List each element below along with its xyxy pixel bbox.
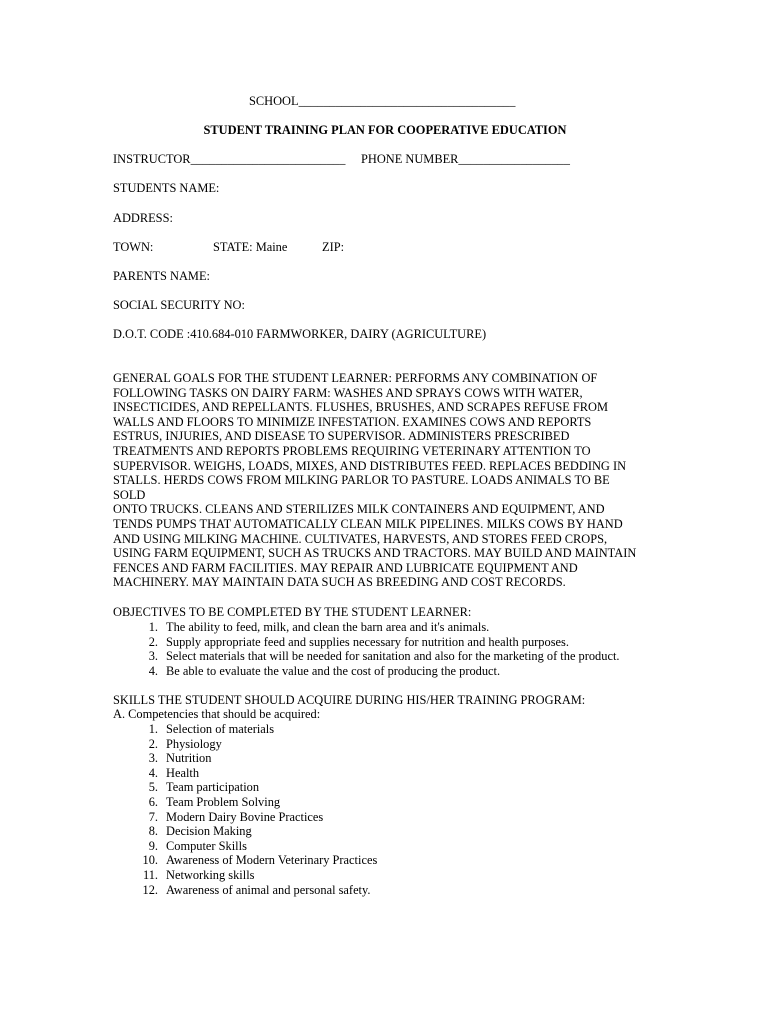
general-goals-line: SUPERVISOR. WEIGHS, LOADS, MIXES, AND DISTRIBUTES FEED. REPLACES BEDDING IN bbox=[113, 458, 627, 473]
general-goals-line: MACHINERY. MAY MAINTAIN DATA SUCH AS BREEDING AND COST RECORDS. bbox=[113, 575, 566, 590]
list-text: Networking skills bbox=[166, 867, 255, 882]
skills-heading: SKILLS THE STUDENT SHOULD ACQUIRE DURING HIS/HER TRAINING PROGRAM: bbox=[113, 693, 586, 707]
list-item bbox=[113, 810, 377, 825]
list-item bbox=[113, 795, 377, 810]
list-text: Selection of materials bbox=[166, 722, 275, 736]
list-number: 11. bbox=[142, 867, 158, 882]
list-text: Awareness of animal and personal safety. bbox=[166, 882, 371, 897]
instructor-field: INSTRUCTOR_________________________ bbox=[113, 152, 346, 166]
general-goals-line: GENERAL GOALS FOR THE STUDENT LEARNER: PERFORMS ANY COMBINATION OF bbox=[113, 371, 598, 385]
list-item bbox=[113, 883, 377, 898]
list-item bbox=[113, 824, 377, 839]
list-item bbox=[113, 635, 620, 650]
list-item bbox=[113, 751, 377, 766]
dot-code-line: D.O.T. CODE :410.684-010 FARMWORKER, DAIRY (AGRICULTURE) bbox=[113, 327, 487, 341]
list-item bbox=[113, 868, 377, 883]
zip-field: ZIP: bbox=[322, 240, 345, 254]
list-item bbox=[113, 780, 377, 795]
list-text: Physiology bbox=[166, 736, 222, 751]
list-item bbox=[113, 664, 620, 679]
general-goals-line: INSECTICIDES, AND REPELLANTS. FLUSHES, BRUSHES, AND SCRAPES REFUSE FROM bbox=[113, 400, 609, 415]
list-text: Team Problem Solving bbox=[166, 794, 281, 809]
list-number: 12. bbox=[142, 882, 158, 897]
town-field: TOWN: bbox=[113, 240, 154, 254]
list-number: 9. bbox=[148, 838, 158, 853]
list-number: 4. bbox=[148, 765, 158, 780]
list-number: 2. bbox=[148, 736, 158, 751]
general-goals-line: TENDS PUMPS THAT AUTOMATICALLY CLEAN MILK PIPELINES. MILKS COWS BY HAND bbox=[113, 516, 623, 531]
list-text: Modern Dairy Bovine Practices bbox=[166, 809, 324, 824]
list-item bbox=[113, 853, 377, 868]
parents-name-field: PARENTS NAME: bbox=[113, 269, 210, 283]
list-text: Select materials that will be needed for sanitation and also for the marketing of the product. bbox=[166, 649, 620, 664]
list-number: 5. bbox=[148, 780, 158, 795]
list-text: Team participation bbox=[166, 780, 260, 795]
state-field: STATE: Maine bbox=[213, 240, 288, 254]
list-number: 3. bbox=[148, 649, 158, 664]
document-title: STUDENT TRAINING PLAN FOR COOPERATIVE EDUCATION bbox=[203, 123, 567, 137]
list-item bbox=[113, 620, 620, 635]
list-text: Nutrition bbox=[166, 751, 212, 766]
list-text: Be able to evaluate the value and the cost of producing the product. bbox=[166, 663, 501, 678]
list-text: Health bbox=[166, 765, 200, 780]
list-number: 7. bbox=[148, 809, 158, 824]
list-number: 4. bbox=[148, 663, 158, 678]
list-number: 10. bbox=[142, 853, 158, 868]
general-goals-line: ESTRUS, INJURIES, AND DISEASE TO SUPERVISOR. ADMINISTERS PRESCRIBED bbox=[113, 429, 570, 444]
social-security-field: SOCIAL SECURITY NO: bbox=[113, 298, 245, 312]
list-number: 1. bbox=[148, 620, 158, 634]
general-goals-line: STALLS. HERDS COWS FROM MILKING PARLOR TO PASTURE. LOADS ANIMALS TO BE bbox=[113, 473, 610, 488]
list-number: 8. bbox=[148, 824, 158, 839]
phone-number-field: PHONE NUMBER__________________ bbox=[361, 152, 570, 166]
general-goals-line: FENCES AND FARM FACILITIES. MAY REPAIR AND LUBRICATE EQUIPMENT AND bbox=[113, 560, 578, 575]
list-item bbox=[113, 737, 377, 752]
general-goals-line: WALLS AND FLOORS TO MINIMIZE INFESTATION. EXAMINES COWS AND REPORTS bbox=[113, 414, 592, 429]
objectives-heading: OBJECTIVES TO BE COMPLETED BY THE STUDENT LEARNER: bbox=[113, 605, 472, 619]
list-item bbox=[113, 839, 377, 854]
list-text: The ability to feed, milk, and clean the barn area and it's animals. bbox=[166, 620, 490, 634]
general-goals-paragraph bbox=[113, 371, 673, 590]
address-field: ADDRESS: bbox=[113, 211, 173, 225]
general-goals-line: SOLD bbox=[113, 487, 146, 502]
general-goals-line: USING FARM EQUIPMENT, SUCH AS TRUCKS AND TRACTORS. MAY BUILD AND MAINTAIN bbox=[113, 546, 637, 561]
list-number: 2. bbox=[148, 634, 158, 649]
competencies-list bbox=[113, 722, 377, 897]
general-goals-line: TREATMENTS AND REPORTS PROBLEMS REQUIRING VETERINARY ATTENTION TO bbox=[113, 443, 591, 458]
skills-subheading: A. Competencies that should be acquired: bbox=[113, 707, 321, 721]
general-goals-line: ONTO TRUCKS. CLEANS AND STERILIZES MILK CONTAINERS AND EQUIPMENT, AND bbox=[113, 502, 605, 517]
list-text: Computer Skills bbox=[166, 838, 247, 853]
list-item bbox=[113, 649, 620, 664]
objectives-list bbox=[113, 620, 620, 678]
list-number: 6. bbox=[148, 794, 158, 809]
school-field: SCHOOL___________________________________ bbox=[249, 94, 516, 108]
list-text: Supply appropriate feed and supplies necessary for nutrition and health purposes. bbox=[166, 634, 569, 649]
list-text: Decision Making bbox=[166, 824, 252, 839]
general-goals-line: AND USING MILKING MACHINE. CULTIVATES, HARVESTS, AND STORES FEED CROPS, bbox=[113, 531, 608, 546]
list-number: 1. bbox=[148, 722, 158, 736]
list-item bbox=[113, 722, 377, 737]
list-item bbox=[113, 766, 377, 781]
list-text: Awareness of Modern Veterinary Practices bbox=[166, 853, 378, 868]
list-number: 3. bbox=[148, 751, 158, 766]
students-name-field: STUDENTS NAME: bbox=[113, 181, 220, 195]
general-goals-line: FOLLOWING TASKS ON DAIRY FARM: WASHES AND SPRAYS COWS WITH WATER, bbox=[113, 385, 583, 400]
